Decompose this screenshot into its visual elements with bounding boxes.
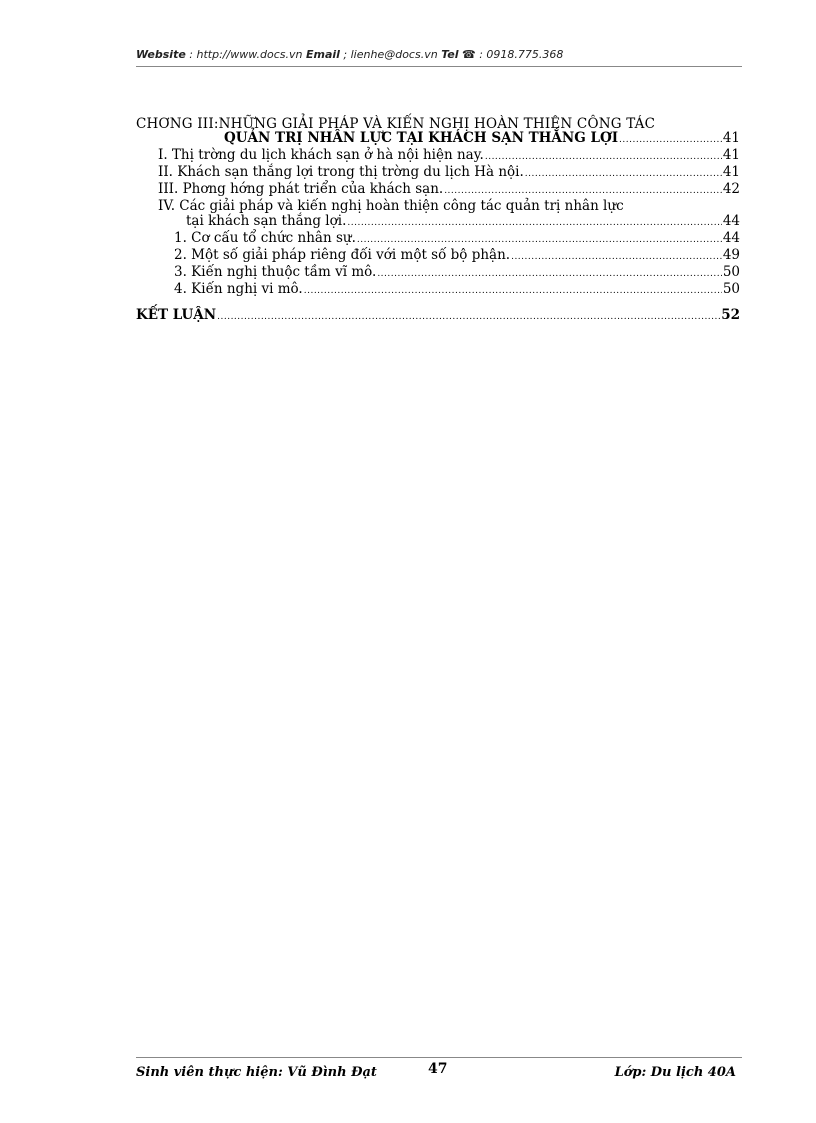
toc-entry-text: IV. Các giải pháp và kiến nghị hoàn thiện công tác quản trị nhân lực — [158, 198, 624, 214]
footer-divider — [136, 1057, 742, 1058]
page-header — [136, 48, 740, 61]
toc-entry-text: I. Thị trờng du lịch khách sạn ở hà nội hiện nay. — [158, 147, 484, 163]
toc-page-number: 50 — [722, 281, 740, 297]
class-name: Lớp: Du lịch 40A — [614, 1065, 736, 1080]
toc-page-number: 44 — [722, 230, 740, 246]
toc-entry-text: II. Khách sạn thắng lợi trong thị trờng du lịch Hà nội. — [158, 164, 524, 180]
leader-dots — [377, 267, 722, 282]
tel-label: Tel — [441, 48, 459, 61]
phone-icon: ☎ — [462, 48, 476, 61]
toc-page-number: 41 — [722, 130, 740, 146]
toc-entry — [136, 231, 740, 248]
email-label: Email — [305, 48, 340, 61]
toc-page-number: 41 — [722, 147, 740, 163]
page-number: 47 — [428, 1061, 448, 1077]
toc-page-number: 52 — [721, 307, 740, 323]
toc-entry-text: 2. Một số giải pháp riêng đối với một số bộ phận. — [174, 247, 511, 263]
toc-entry-text: 4. Kiến nghị vi mô. — [174, 281, 303, 297]
website-value: : http://www.docs.vn — [185, 48, 306, 61]
leader-dots — [357, 233, 722, 248]
conclusion-label: KẾT LUẬN — [136, 307, 217, 323]
toc-entry — [136, 199, 740, 214]
toc-chapter-line2 — [136, 131, 740, 148]
toc-conclusion — [136, 308, 740, 325]
header-divider — [136, 66, 742, 67]
page-footer — [136, 1061, 740, 1081]
toc-entry-text: tại khách sạn thắng lợi. — [186, 213, 347, 229]
toc-entry — [136, 248, 740, 265]
toc-entry — [136, 214, 740, 231]
toc-entry-text: 3. Kiến nghị thuộc tầm vĩ mô. — [174, 264, 377, 280]
leader-dots — [619, 133, 722, 148]
toc-page-number: 49 — [722, 247, 740, 263]
website-label: Website — [136, 48, 186, 61]
spacer — [136, 299, 740, 308]
table-of-contents — [136, 118, 740, 325]
chapter-title-line1: CHƠNG III:NHỮNG GIẢI PHÁP VÀ KIẾN NGHỊ HOÀN THIỆN CÔNG TÁC — [136, 116, 656, 132]
leader-dots — [511, 250, 722, 265]
toc-page-number: 42 — [722, 181, 740, 197]
toc-entry — [136, 282, 740, 299]
toc-entry — [136, 182, 740, 199]
leader-dots — [525, 167, 722, 182]
email-value: ; lienhe@docs.vn — [339, 48, 442, 61]
toc-page-number: 41 — [722, 164, 740, 180]
toc-entry-text: 1. Cơ cấu tổ chức nhân sự. — [174, 230, 356, 246]
toc-entry-text: III. Phơng hớng phát triển của khách sạn. — [158, 181, 444, 197]
toc-page-number: 50 — [722, 264, 740, 280]
leader-dots — [347, 216, 721, 231]
leader-dots — [485, 150, 722, 165]
toc-entry — [136, 148, 740, 165]
student-name: Sinh viên thực hiện: Vũ Đình Đạt — [136, 1065, 377, 1080]
tel-value: : 0918.775.368 — [475, 48, 564, 61]
chapter-title-line2: QUẢN TRỊ NHÂN LỰC TẠI KHÁCH SẠN THẮNG LỢI — [224, 130, 619, 146]
leader-dots — [304, 284, 722, 299]
toc-page-number: 44 — [722, 213, 740, 229]
toc-entry — [136, 165, 740, 182]
toc-entry — [136, 265, 740, 282]
leader-dots — [444, 184, 722, 199]
leader-dots — [217, 310, 720, 325]
